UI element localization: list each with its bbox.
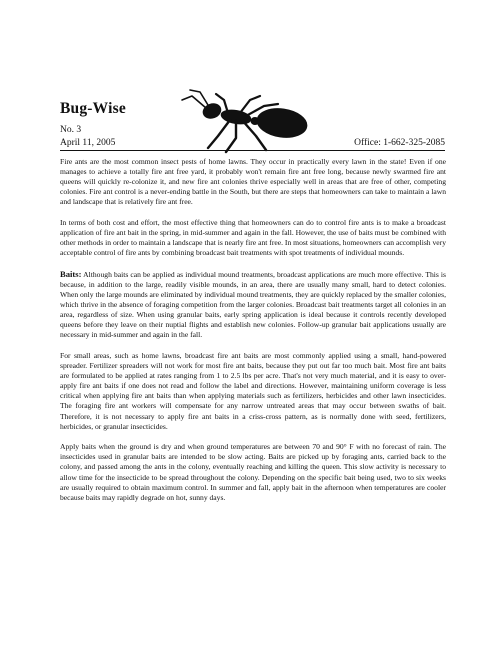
baits-paragraph bbox=[60, 269, 446, 341]
intro-paragraph-text: Fire ants are the most common insect pests of home lawns. They occur in practically every lawn in the state! Even if one manages to achieve a totally fire ant free yard, it probably won't remain fire ant free long, because newly swarmed fire ant queens will quickly re-colonize it, and new fire ant colonies thrive especially well in areas that are free of other, competing colonies. Fire ant control is a never-ending battle in the South, but there are steps that homeowners can take to maintain a lawn and landscape that is relatively fire ant free. bbox=[60, 157, 446, 207]
header-divider bbox=[60, 150, 445, 151]
issue-date: April 11, 2005 bbox=[60, 138, 116, 148]
small-areas-paragraph-text: For small areas, such as home lawns, broadcast fire ant baits are most commonly applied using a small, hand-powered spreader. Fertilizer spreaders will not work for most fire ant baits, because they put out far too much bait. Most fire ant baits are formulated to be applied at rates ranging from 1 to 2.5 lbs per acre. That's not very much material, and it is easy to over-apply fire ant baits if one does not read and follow the label and directions. However, maintaining uniform coverage is less critical when applying fire ant baits than when applying materials such as fertilizers, herbicides and other lawn insecticides. The foraging fire ant workers will compensate for any narrow untreated areas that may occur between swaths of bait. Therefore, it is not necessary to apply fire ant baits in a criss-cross pattern, as is normally done with seed, fertilizers, herbicides, or granular insecticides. bbox=[60, 351, 446, 431]
cost-effort-paragraph bbox=[60, 218, 446, 258]
newsletter-title: Bug-Wise bbox=[60, 100, 126, 117]
article-body bbox=[60, 157, 446, 513]
cost-effort-paragraph-text: In terms of both cost and effort, the most effective thing that homeowners can do to control fire ants is to make a broadcast application of fire ant bait in the spring, in mid-summer and again in the fall. However, the use of baits must be combined with other methods in order to maintain a landscape that is nearly fire ant free. In most situations, homeowners can accomplish very acceptable control of fire ants by combining broadcast bait treatments with spot treatments of individual mounds. bbox=[60, 217, 446, 258]
intro-paragraph bbox=[60, 157, 446, 207]
small-areas-paragraph bbox=[60, 351, 446, 432]
baits-heading: Baits: bbox=[60, 268, 82, 279]
issue-number: No. 3 bbox=[60, 125, 82, 135]
apply-baits-paragraph bbox=[60, 442, 446, 503]
office-phone: Office: 1-662-325-2085 bbox=[354, 138, 445, 148]
baits-paragraph-text: Although baits can be applied as individual mound treatments, broadcast applications are much more effective. This is because, in addition to the large, readily visible mounds, in an area, there are usually many small, hard to detect colonies. When only the large mounds are eliminated by individual mound treatments, they are quickly replaced by the smaller colonies, which thrive in the absence of foraging competition from the larger colonies. Broadcast bait treatments target all colonies in an area, regardless of size. When using granular baits, early spring application is ideal because it controls recently developed queens before they leave on their nuptial flights and establish new colonies. Follow-up granular bait applications usually are necessary in mid-summer and again in the fall. bbox=[60, 269, 446, 340]
apply-baits-paragraph-text: Apply baits when the ground is dry and when ground temperatures are between 70 and 90° F with no forecast of rain. The insecticides used in granular baits are intended to be slow acting. Baits are picked up by foraging ants, carried back to the colony, and passed among the ants in the colony, eventually reaching and killing the queen. This slow activity is necessary to allow time for the insecticide to be spread throughout the colony. Depending on the specific bait being used, two to six weeks are usually required to obtain maximum control. In summer and fall, apply bait in the afternoon when temperatures are cooler because baits may rapidly degrade on hot, sunny days. bbox=[60, 442, 446, 502]
ant-icon bbox=[178, 86, 320, 154]
